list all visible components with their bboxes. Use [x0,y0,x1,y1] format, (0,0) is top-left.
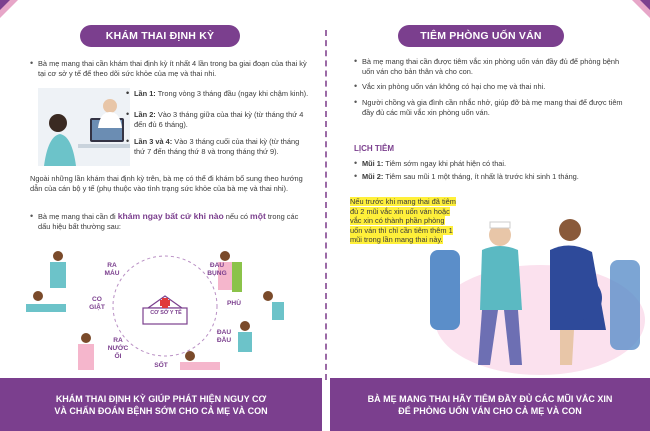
sign-abdominal-pain: ĐAU BỤNG [207,262,227,277]
sign-swelling: PHÙ [227,300,241,307]
right-footer [330,378,650,431]
visit-2: Lần 2: Vào 3 tháng giữa của thai kỳ (từ tháng thứ 4 đến đủ 6 tháng). [134,110,304,129]
info-bullet-1: • Bà mẹ mang thai cần được tiêm vắc xin phòng uốn ván đầy đủ để phòng bệnh uốn ván cho bản thân và cho con. [362,57,632,76]
bullet-icon: • [126,109,130,119]
sign-convulsion: CO GIẬT [89,296,105,311]
booster-note: Nếu trước khi mang thai đã tiêm đủ 2 mũi vắc xin uốn ván hoặc vắc xin có thành phần phòng uốn ván thì chỉ cần tiêm thêm 1 mũi trong lần mang thai này. [350,197,456,245]
footer-line-2: VÀ CHẨN ĐOÁN BỆNH SỚM CHO CẢ MẸ VÀ CON [54,405,268,416]
left-panel [0,0,322,431]
dose-2: • Mũi 2: Tiêm sau mũi 1 một tháng, ít nhất là trước khi sinh 1 tháng. [362,172,632,182]
exam-photo [38,88,130,166]
bullet-icon: • [126,136,130,146]
info-bullet-3: • Người chồng và gia đình cần nhắc nhở, giúp đỡ bà mẹ mang thai để được tiêm đầy đủ các mũi vắc xin phòng uốn ván. [362,98,632,117]
bullet-icon: • [126,88,130,98]
corner-decoration-icon [0,0,18,18]
schedule-title: LỊCH TIÊM [354,144,394,153]
page-title: TIÊM PHÒNG UỐN VÁN [398,25,564,47]
visit-1: Lần 1: Trong vòng 3 tháng đầu (ngay khi chậm kinh). [134,89,309,98]
intro-text: • Bà mẹ mang thai cần khám thai định kỳ ít nhất 4 lần trong ba giai đoạn của thai kỳ tại cơ sở y tế để theo dõi sức khỏe của mẹ và thai nhi. [38,59,308,78]
sign-bleeding: RA MÁU [104,262,120,277]
sign-headache: ĐAU ĐẦU [216,329,232,344]
health-facility-label: CƠ SỞ Y TẾ [150,310,182,316]
panel-divider [325,30,327,380]
footer-line-1: KHÁM THAI ĐỊNH KỲ GIÚP PHÁT HIỆN NGUY CƠ [55,393,267,404]
sign-water-breaking: RA NƯỚC ỐI [107,337,129,360]
info-bullet-2: • Vắc xin phòng uốn ván không có hại cho mẹ và thai nhi. [362,82,632,92]
dose-1: • Mũi 1: Tiêm sớm ngay khi phát hiện có thai. [362,159,632,169]
sign-fever: SỐT [154,362,168,369]
left-footer [0,378,322,431]
warning-text: • Bà mẹ mang thai cần đi khám ngay bất cứ khi nào nếu có một trong các dấu hiệu bất thường sau: [38,212,310,231]
right-panel [330,0,650,431]
footer-line-1: BÀ MẸ MANG THAI HÃY TIÊM ĐẦY ĐỦ CÁC MŨI VẮC XIN [367,393,613,404]
page-title: KHÁM THAI ĐỊNH KỲ [80,25,240,47]
visit-3-4: Lần 3 và 4: Vào 3 tháng cuối của thai kỳ (từ tháng thứ 7 đến tháng thứ 8 và trong tháng thứ 9). [134,137,300,156]
footer-line-2: ĐỂ PHÒNG UỐN VÁN CHO CẢ MẸ VÀ CON [398,405,582,416]
extra-visits-text: Ngoài những lần khám thai định kỳ trên, bà mẹ có thể đi khám bổ sung theo hướng dẫn của cán bộ y tế (phụ thuộc vào tình trạng sức khỏe của bà mẹ và thai nhi). [30,174,303,193]
corner-decoration-icon [632,0,650,18]
doctor-patient-image [38,88,130,166]
vaccination-illustration [410,200,650,375]
warning-signs-diagram [20,238,310,378]
